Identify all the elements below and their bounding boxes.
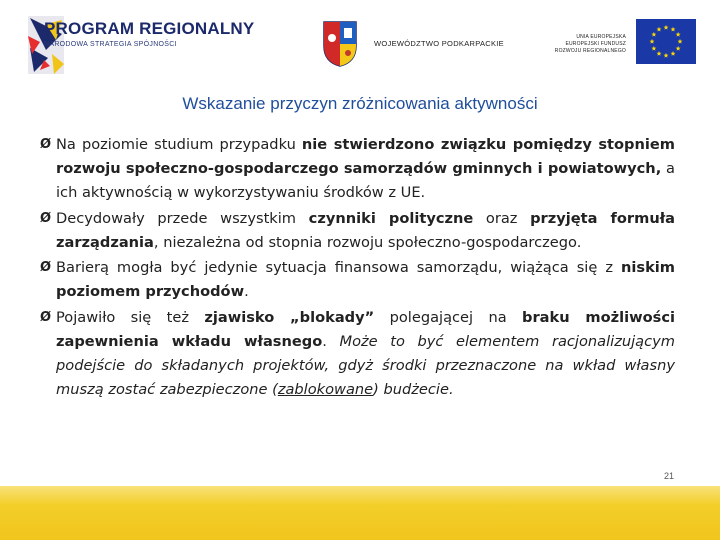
page-number: 21 [664, 471, 675, 481]
program-title: PROGRAM REGIONALNY [44, 19, 255, 38]
bullet-text [56, 256, 675, 304]
text-run: nie stwierdzono związku pomiędzy stopniem rozwoju społeczno-gospodarczego samorządów gminnych i powiatowych, [56, 136, 675, 177]
bullet-text [56, 133, 675, 205]
arrow-bullet-icon: Ø [40, 309, 52, 325]
voivodeship-label: WOJEWÓDZTWO PODKARPACKIE [374, 39, 504, 48]
text-run: , niezależna od stopnia rozwoju społeczno-gospodarczego. [153, 233, 582, 251]
bullet-item [40, 306, 675, 402]
arrow-bullet-icon: Ø [40, 210, 52, 226]
bullet-item [40, 256, 675, 304]
text-run: ) budżecie. [373, 380, 454, 398]
text-run: . [322, 332, 340, 350]
footer-band [0, 486, 720, 540]
text-run: a ich aktywnością w wykorzystywaniu środków z UE. [56, 160, 675, 201]
slide-header [0, 0, 720, 90]
text-run: Decydowały przede wszystkim [56, 209, 309, 227]
text-run: oraz [473, 209, 531, 227]
text-run: zablokowane [277, 380, 374, 398]
slide-body [40, 133, 675, 403]
arrow-bullet-icon: Ø [40, 260, 52, 275]
eu-fund-label [536, 34, 626, 55]
bullet-item [40, 207, 675, 255]
text-run: Pojawiło się też [56, 308, 205, 326]
slide-title: Wskazanie przyczyn zróżnicowania aktywności [182, 94, 538, 113]
text-run: Barierą mogła być jedynie sytuacja finansowa samorządu, wiążąca się z [56, 259, 621, 276]
program-subtitle: NARODOWA STRATEGIA SPÓJNOŚCI [44, 41, 177, 48]
eu-line: ROZWOJU REGIONALNEGO [554, 48, 626, 54]
bullet-text [56, 306, 675, 402]
podkarpackie-coat-of-arms-icon [322, 20, 358, 68]
text-run: . [244, 283, 249, 300]
text-run: niskim poziomem przychodów [56, 259, 675, 300]
text-run: zjawisko „blokady” [204, 308, 375, 326]
text-run: przyjęta formuła zarządzania [56, 209, 675, 251]
eu-line: UNIA EUROPEJSKA [576, 34, 626, 40]
text-run: polegającej na [374, 308, 523, 326]
eu-flag-icon [636, 19, 696, 64]
text-run: Może to być elementem racjonalizującym podejście do składanych projektów, gdyż środki przeznaczone na wkład własny muszą zostać zabezpieczone ( [56, 332, 675, 398]
text-run: braku możliwości zapewnienia wkładu własnego [56, 308, 676, 350]
eu-line: EUROPEJSKI FUNDUSZ [565, 41, 626, 47]
text-run: czynniki polityczne [308, 209, 474, 227]
bullet-text [56, 207, 675, 255]
bullet-item [40, 133, 675, 205]
text-run: Na poziomie studium przypadku [56, 136, 302, 153]
arrow-bullet-icon: Ø [40, 137, 52, 152]
